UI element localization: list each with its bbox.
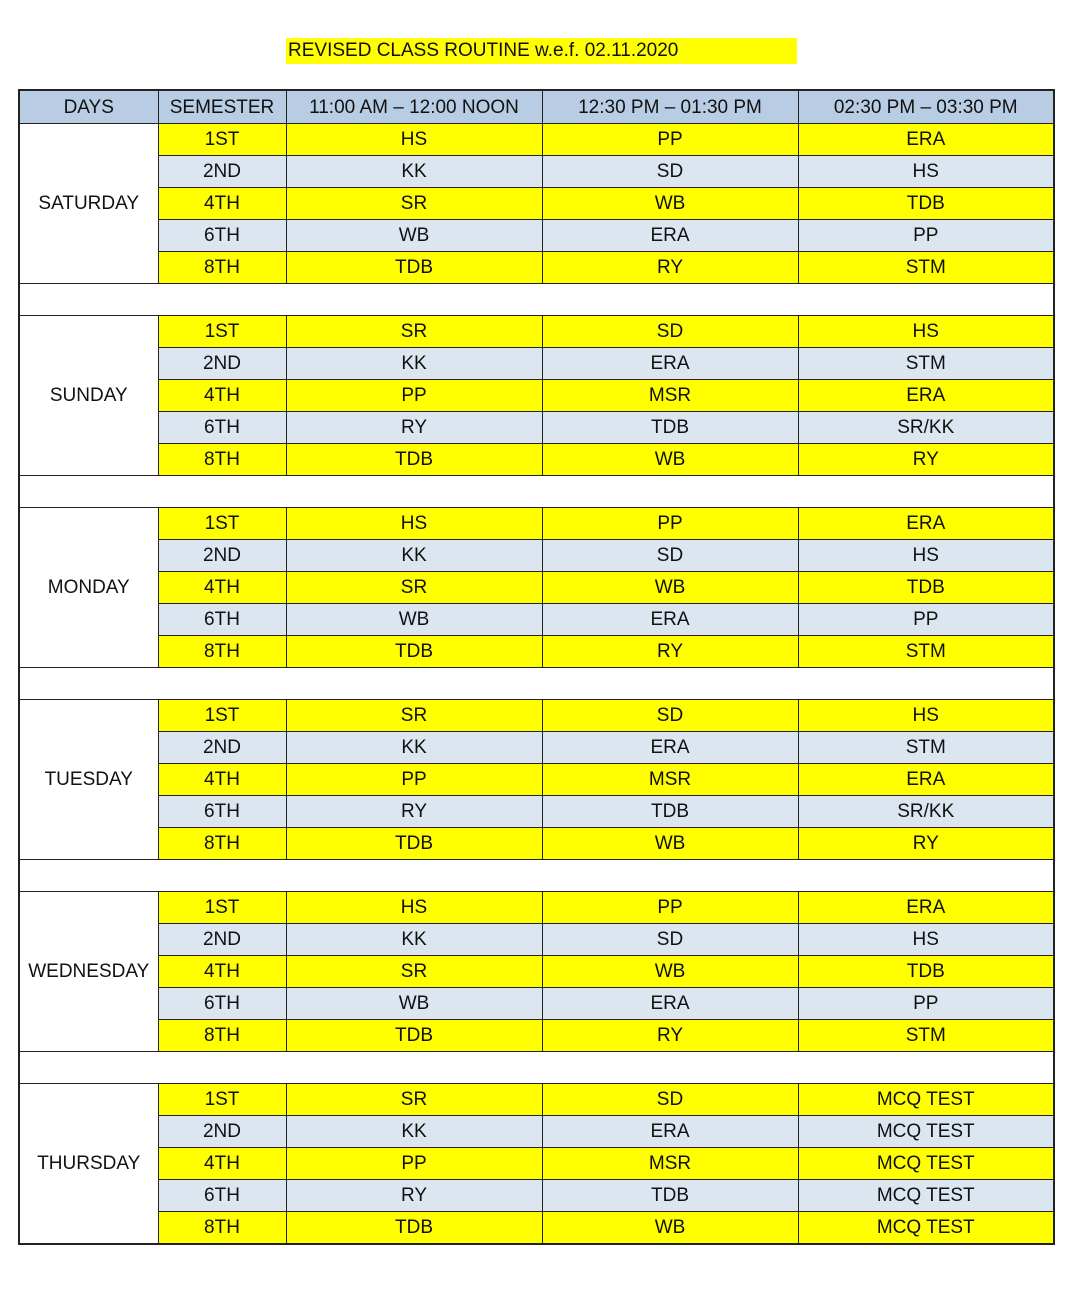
slot-3-cell: TDB [798,572,1054,604]
table-row [19,508,1054,540]
spacer-cell [19,284,1054,316]
slot-2-cell: SD [542,1084,798,1116]
slot-3-cell: HS [798,540,1054,572]
slot-1-cell: HS [286,508,542,540]
header-slot-3: 02:30 PM – 03:30 PM [798,90,1054,124]
slot-3-cell: MCQ TEST [798,1148,1054,1180]
semester-cell: 2ND [158,924,286,956]
slot-2-cell: SD [542,156,798,188]
semester-cell: 8TH [158,828,286,860]
slot-2-cell: MSR [542,764,798,796]
table-row [19,924,1054,956]
semester-cell: 6TH [158,412,286,444]
slot-2-cell: RY [542,1020,798,1052]
slot-3-cell: MCQ TEST [798,1180,1054,1212]
slot-2-cell: ERA [542,1116,798,1148]
table-row [19,796,1054,828]
slot-2-cell: SD [542,540,798,572]
slot-1-cell: HS [286,892,542,924]
table-row [19,1148,1054,1180]
semester-cell: 8TH [158,1212,286,1245]
slot-3-cell: ERA [798,508,1054,540]
slot-2-cell: RY [542,252,798,284]
slot-2-cell: TDB [542,1180,798,1212]
semester-cell: 4TH [158,764,286,796]
header-semester: SEMESTER [158,90,286,124]
header-days: DAYS [19,90,158,124]
slot-2-cell: ERA [542,732,798,764]
slot-3-cell: HS [798,316,1054,348]
slot-3-cell: HS [798,924,1054,956]
slot-2-cell: SD [542,316,798,348]
semester-cell: 8TH [158,636,286,668]
slot-2-cell: RY [542,636,798,668]
slot-2-cell: PP [542,508,798,540]
slot-1-cell: TDB [286,828,542,860]
slot-3-cell: RY [798,828,1054,860]
table-row [19,540,1054,572]
semester-cell: 4TH [158,956,286,988]
semester-cell: 8TH [158,1020,286,1052]
slot-3-cell: MCQ TEST [798,1084,1054,1116]
spacer-cell [19,860,1054,892]
day-label: SUNDAY [19,316,158,476]
table-row [19,1180,1054,1212]
slot-2-cell: WB [542,188,798,220]
semester-cell: 2ND [158,156,286,188]
slot-2-cell: WB [542,444,798,476]
slot-1-cell: RY [286,1180,542,1212]
semester-cell: 1ST [158,316,286,348]
spacer-cell [19,668,1054,700]
slot-2-cell: MSR [542,380,798,412]
table-row [19,188,1054,220]
slot-1-cell: SR [286,700,542,732]
slot-2-cell: WB [542,1212,798,1245]
slot-2-cell: ERA [542,604,798,636]
slot-3-cell: ERA [798,380,1054,412]
slot-3-cell: PP [798,220,1054,252]
header-slot-1: 11:00 AM – 12:00 NOON [286,90,542,124]
slot-3-cell: STM [798,636,1054,668]
slot-3-cell: PP [798,988,1054,1020]
table-row [19,1212,1054,1245]
table-row [19,988,1054,1020]
slot-1-cell: RY [286,412,542,444]
page-title: REVISED CLASS ROUTINE w.e.f. 02.11.2020 [286,38,797,64]
slot-2-cell: MSR [542,1148,798,1180]
slot-1-cell: SR [286,956,542,988]
semester-cell: 4TH [158,188,286,220]
slot-2-cell: WB [542,956,798,988]
day-label: WEDNESDAY [19,892,158,1052]
slot-2-cell: SD [542,700,798,732]
table-row [19,636,1054,668]
slot-1-cell: PP [286,1148,542,1180]
slot-1-cell: HS [286,124,542,156]
table-row [19,124,1054,156]
slot-1-cell: SR [286,188,542,220]
semester-cell: 8TH [158,444,286,476]
slot-1-cell: TDB [286,1212,542,1245]
semester-cell: 2ND [158,732,286,764]
table-row [19,252,1054,284]
table-row [19,828,1054,860]
spacer-row [19,476,1054,508]
slot-3-cell: HS [798,156,1054,188]
slot-1-cell: SR [286,316,542,348]
semester-cell: 6TH [158,604,286,636]
slot-2-cell: TDB [542,412,798,444]
slot-1-cell: KK [286,156,542,188]
slot-3-cell: STM [798,1020,1054,1052]
semester-cell: 8TH [158,252,286,284]
routine-table [18,89,1055,1245]
semester-cell: 1ST [158,1084,286,1116]
table-row [19,700,1054,732]
semester-cell: 4TH [158,1148,286,1180]
semester-cell: 6TH [158,220,286,252]
slot-1-cell: WB [286,604,542,636]
slot-1-cell: TDB [286,252,542,284]
slot-1-cell: PP [286,764,542,796]
table-row [19,892,1054,924]
slot-1-cell: KK [286,924,542,956]
day-label: TUESDAY [19,700,158,860]
day-label: THURSDAY [19,1084,158,1245]
slot-1-cell: KK [286,540,542,572]
slot-1-cell: SR [286,1084,542,1116]
semester-cell: 6TH [158,1180,286,1212]
semester-cell: 1ST [158,124,286,156]
table-row [19,1084,1054,1116]
spacer-cell [19,476,1054,508]
slot-1-cell: PP [286,380,542,412]
slot-3-cell: SR/KK [798,796,1054,828]
slot-3-cell: STM [798,252,1054,284]
table-row [19,380,1054,412]
table-row [19,1116,1054,1148]
header-row [19,90,1054,124]
slot-2-cell: PP [542,892,798,924]
day-label: SATURDAY [19,124,158,284]
slot-2-cell: TDB [542,796,798,828]
semester-cell: 2ND [158,1116,286,1148]
table-row [19,220,1054,252]
slot-1-cell: KK [286,1116,542,1148]
routine-body [19,124,1054,1245]
slot-2-cell: WB [542,572,798,604]
slot-3-cell: ERA [798,124,1054,156]
spacer-row [19,668,1054,700]
slot-1-cell: TDB [286,1020,542,1052]
semester-cell: 4TH [158,380,286,412]
slot-3-cell: ERA [798,764,1054,796]
slot-1-cell: SR [286,572,542,604]
slot-1-cell: TDB [286,444,542,476]
spacer-row [19,1052,1054,1084]
semester-cell: 6TH [158,988,286,1020]
table-row [19,764,1054,796]
slot-3-cell: TDB [798,188,1054,220]
spacer-row [19,284,1054,316]
slot-2-cell: ERA [542,220,798,252]
table-row [19,316,1054,348]
slot-3-cell: HS [798,700,1054,732]
slot-2-cell: WB [542,828,798,860]
table-row [19,956,1054,988]
semester-cell: 1ST [158,892,286,924]
table-row [19,348,1054,380]
slot-2-cell: PP [542,124,798,156]
slot-1-cell: RY [286,796,542,828]
header-slot-2: 12:30 PM – 01:30 PM [542,90,798,124]
semester-cell: 6TH [158,796,286,828]
table-row [19,732,1054,764]
table-row [19,1020,1054,1052]
slot-2-cell: ERA [542,348,798,380]
slot-3-cell: STM [798,732,1054,764]
slot-3-cell: TDB [798,956,1054,988]
day-label: MONDAY [19,508,158,668]
table-row [19,604,1054,636]
semester-cell: 2ND [158,540,286,572]
slot-1-cell: WB [286,988,542,1020]
spacer-cell [19,1052,1054,1084]
slot-3-cell: PP [798,604,1054,636]
semester-cell: 1ST [158,508,286,540]
table-row [19,412,1054,444]
slot-2-cell: SD [542,924,798,956]
table-row [19,444,1054,476]
spacer-row [19,860,1054,892]
slot-3-cell: STM [798,348,1054,380]
table-row [19,572,1054,604]
slot-1-cell: KK [286,732,542,764]
semester-cell: 1ST [158,700,286,732]
slot-3-cell: RY [798,444,1054,476]
slot-2-cell: ERA [542,988,798,1020]
slot-1-cell: TDB [286,636,542,668]
slot-1-cell: WB [286,220,542,252]
slot-3-cell: ERA [798,892,1054,924]
slot-3-cell: MCQ TEST [798,1116,1054,1148]
semester-cell: 4TH [158,572,286,604]
slot-3-cell: MCQ TEST [798,1212,1054,1245]
semester-cell: 2ND [158,348,286,380]
slot-1-cell: KK [286,348,542,380]
table-row [19,156,1054,188]
slot-3-cell: SR/KK [798,412,1054,444]
